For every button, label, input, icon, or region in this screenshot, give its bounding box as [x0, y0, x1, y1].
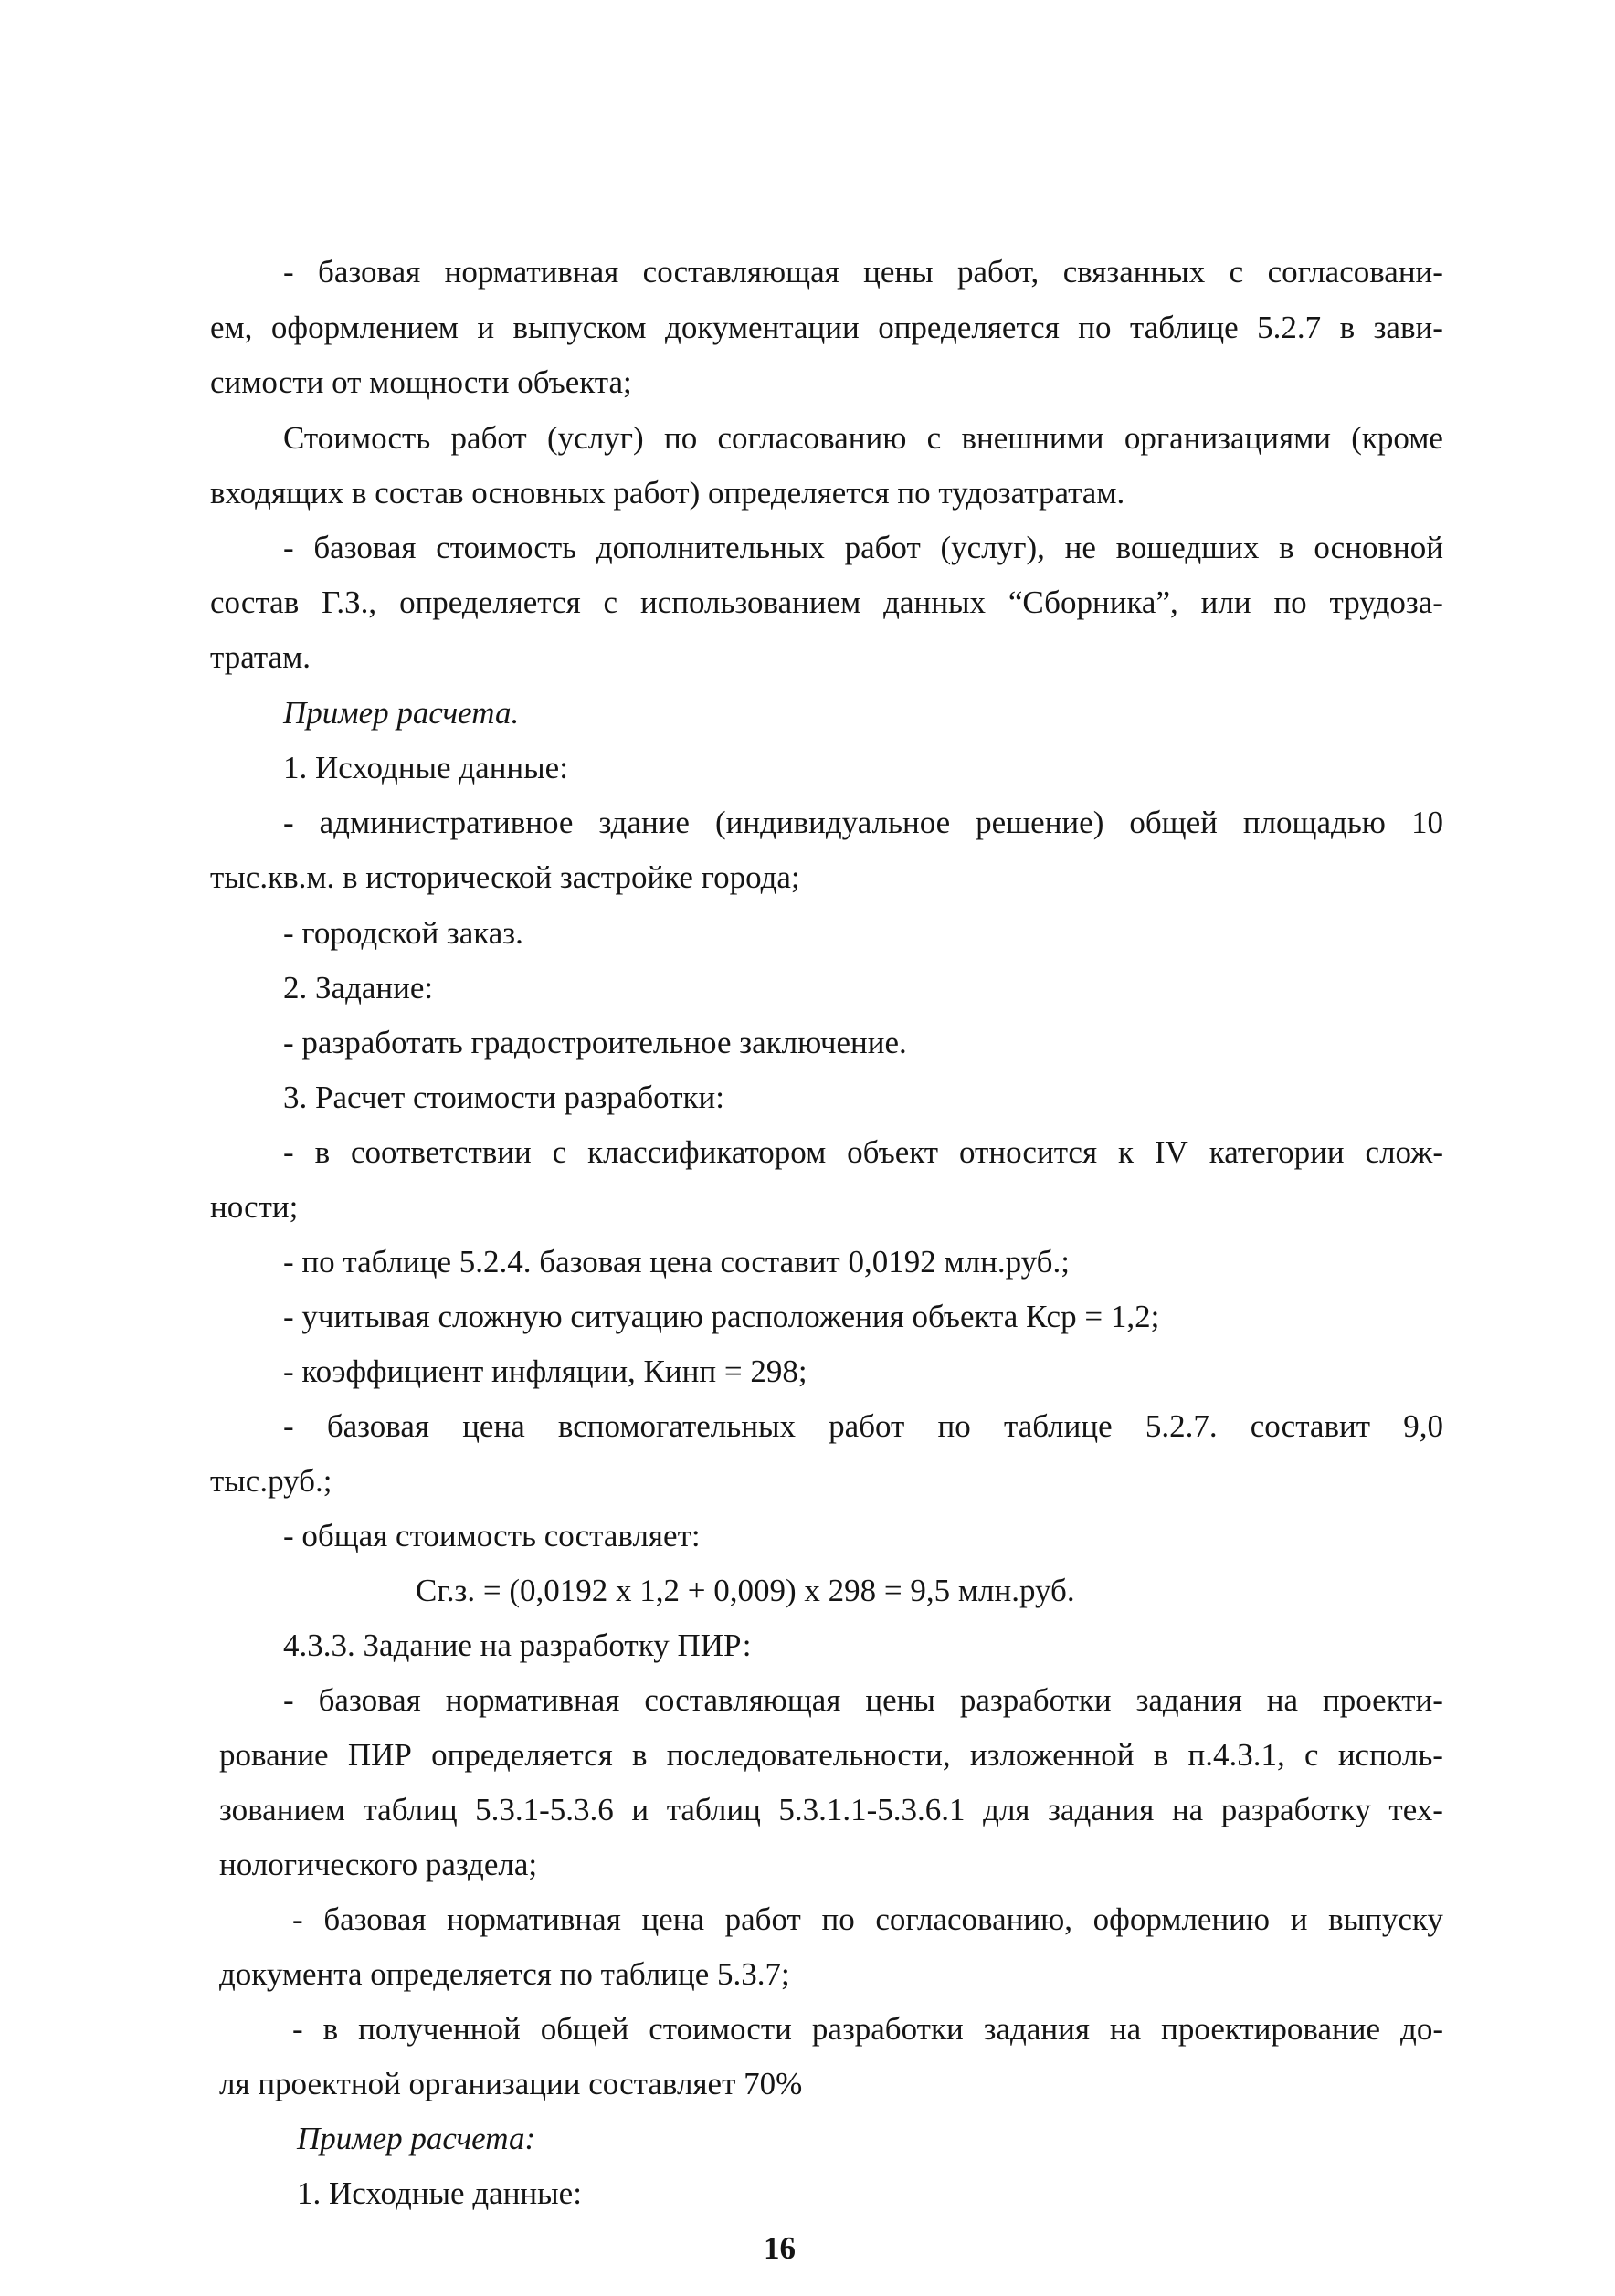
text-line: 2. Задание: — [283, 970, 434, 1006]
text-line: - по таблице 5.2.4. базовая цена составит 0,0192 млн.руб.; — [283, 1244, 1070, 1280]
text-line: тыс.кв.м. в исторической застройке города; — [210, 859, 800, 895]
text-line: 4.3.3. Задание на разработку ПИР: — [283, 1627, 752, 1663]
text-line: - в соответствии с классификатором объект относится к IV категории слож- — [283, 1134, 1443, 1170]
text-line: - базовая стоимость дополнительных работ (услуг), не вошедших в основной — [283, 530, 1443, 565]
text-line: Стоимость работ (услуг) по согласованию с внешними организациями (кроме — [283, 420, 1443, 456]
text-line: - базовая нормативная составляющая цены работ, связанных с согласовани- — [283, 254, 1443, 290]
text-line: Сг.з. = (0,0192 х 1,2 + 0,009) х 298 = 9,5 млн.руб. — [416, 1573, 1075, 1608]
text-line: - административное здание (индивидуальное решение) общей площадью 10 — [283, 805, 1443, 840]
text-line: Пример расчета: — [297, 2121, 536, 2156]
text-line: 1. Исходные данные: — [297, 2175, 582, 2211]
text-line: нологического раздела; — [219, 1847, 538, 1882]
text-line: - базовая нормативная цена работ по согласованию, оформлению и выпуску — [292, 1901, 1443, 1937]
text-line: состав Г.З., определяется с использованием данных “Сборника”, или по трудоза- — [210, 585, 1443, 620]
text-line: тыс.руб.; — [210, 1463, 332, 1499]
text-line: ности; — [210, 1189, 299, 1225]
text-line: - коэффициент инфляции, Кинп = 298; — [283, 1353, 808, 1389]
text-line: ем, оформлением и выпуском документации определяется по таблице 5.2.7 в зави- — [210, 310, 1443, 345]
text-line: Пример расчета. — [283, 695, 520, 731]
page-number: 16 — [764, 2230, 796, 2266]
text-line: рование ПИР определяется в последовательности, изложенной в п.4.3.1, с исполь- — [219, 1737, 1443, 1773]
text-line: - разработать градостроительное заключение. — [283, 1025, 907, 1060]
text-line: тратам. — [210, 639, 311, 675]
text-line: ля проектной организации составляет 70% — [219, 2066, 803, 2101]
text-line: - городской заказ. — [283, 915, 523, 951]
text-line: - учитывая сложную ситуацию расположения объекта Кср = 1,2; — [283, 1299, 1160, 1334]
text-line: входящих в состав основных работ) определяется по тудозатратам. — [210, 475, 1125, 511]
text-line: 3. Расчет стоимости разработки: — [283, 1080, 724, 1115]
text-line: симости от мощности объекта; — [210, 364, 632, 400]
text-line: - базовая нормативная составляющая цены разработки задания на проекти- — [283, 1682, 1443, 1718]
text-line: зованием таблиц 5.3.1-5.3.6 и таблиц 5.3.1.1-5.3.6.1 для задания на разработку тех- — [219, 1792, 1443, 1827]
text-line: - базовая цена вспомогательных работ по таблице 5.2.7. составит 9,0 — [283, 1408, 1443, 1444]
text-line: документа определяется по таблице 5.3.7; — [219, 1956, 790, 1992]
text-line: - общая стоимость составляет: — [283, 1518, 701, 1553]
text-line: - в полученной общей стоимости разработки задания на проектирование до- — [292, 2011, 1443, 2047]
text-line: 1. Исходные данные: — [283, 750, 568, 785]
